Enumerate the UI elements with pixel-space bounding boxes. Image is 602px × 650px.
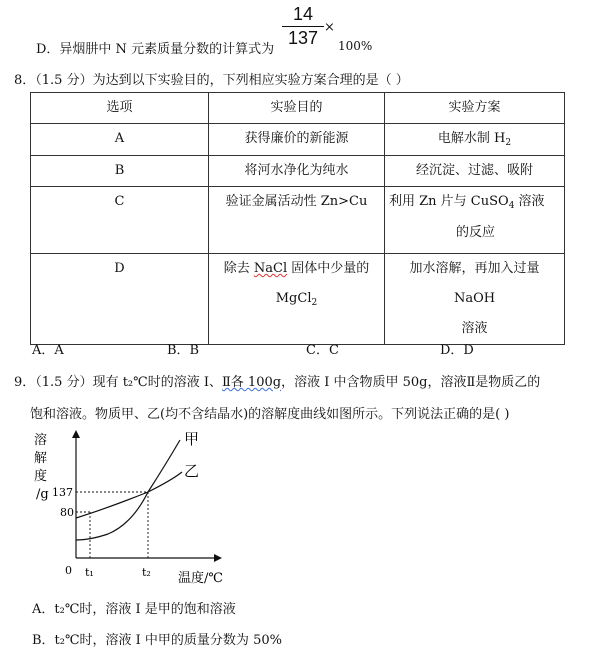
row-goal: 将河水净化为纯水 — [209, 156, 385, 187]
table-row — [31, 124, 565, 156]
q8-stem: 8．（1.5 分）为达到以下实验目的，下列相应实验方案合理的是（ ） — [14, 73, 409, 88]
ylabel-unit: /g — [36, 487, 49, 502]
q8-answer-a: A．A — [32, 343, 64, 358]
row-option: C — [31, 187, 209, 254]
series-label-yi: 乙 — [184, 462, 200, 480]
ytick-137: 137 — [52, 486, 73, 499]
fraction-bar — [282, 26, 324, 27]
xtick-t2: t₂ — [142, 566, 151, 579]
fraction — [282, 4, 324, 48]
ylabel-char-2: 解 — [34, 451, 48, 466]
row-plan: 利用 Zn 片与 CuSO$_4$ 溶液 的反应 — [385, 187, 565, 254]
q9-stem-line1: 9．（1.5 分）现有 t₂℃时的溶液 Ⅰ、Ⅱ各 100g，溶液 Ⅰ 中含物质甲 50g，溶液Ⅱ是物质乙的 — [14, 375, 541, 390]
ytick-80: 80 — [60, 506, 74, 519]
xtick-0: 0 — [65, 564, 72, 577]
row-option: A — [31, 124, 209, 156]
row-plan: 经沉淀、过滤、吸附 — [385, 156, 565, 187]
q7-option-d-text: D．异烟肼中 N 元素质量分数的计算式为 — [36, 42, 275, 57]
q8-answer-b: B．B — [167, 343, 200, 358]
q9-stem-line2: 饱和溶液。物质甲、乙(均不含结晶水)的溶解度曲线如图所示。下列说法正确的是( ) — [30, 407, 510, 422]
q8-answer-c: C．C — [306, 343, 339, 358]
percent-text: 100% — [338, 39, 373, 53]
header-plan: 实验方案 — [385, 93, 565, 124]
q9-choice-b: B．t₂℃时，溶液 Ⅰ 中甲的质量分数为 50% — [32, 633, 282, 648]
series-yi-curve — [76, 472, 182, 518]
q8-table — [30, 92, 565, 345]
xlabel: 温度/℃ — [178, 571, 223, 586]
row-goal: 除去 NaCl 固体中少量的 MgCl$_2$ — [209, 254, 385, 345]
table-row — [31, 156, 565, 187]
times-sign: × — [324, 20, 335, 35]
x-axis-arrow — [214, 554, 222, 562]
ylabel-char-3: 度 — [34, 469, 48, 484]
solubility-chart — [28, 428, 248, 588]
row-plan: 电解水制 $H_2$ — [385, 124, 565, 156]
q9-choice-a: A．t₂℃时，溶液 Ⅰ 是甲的饱和溶液 — [32, 602, 236, 617]
table-header-row — [31, 93, 565, 124]
y-axis-arrow — [72, 430, 80, 438]
row-goal: 获得廉价的新能源 — [209, 124, 385, 156]
ylabel-char-1: 溶 — [34, 433, 48, 448]
xtick-t1: t₁ — [85, 566, 94, 579]
q7-option-d — [36, 38, 274, 57]
header-option: 选项 — [31, 93, 209, 124]
fraction-denominator: 137 — [287, 28, 319, 48]
table-row — [31, 187, 565, 254]
row-option: D — [31, 254, 209, 345]
row-goal: 验证金属活动性 Zn>Cu — [209, 187, 385, 254]
series-label-jia: 甲 — [184, 430, 200, 448]
header-goal: 实验目的 — [209, 93, 385, 124]
series-jia-curve — [76, 440, 180, 540]
q8-answer-d: D．D — [440, 343, 474, 358]
row-plan: 加水溶解，再加入过量 NaOH 溶液 — [385, 254, 565, 345]
row-option: B — [31, 156, 209, 187]
table-row — [31, 254, 565, 345]
fraction-numerator: 14 — [292, 4, 314, 24]
